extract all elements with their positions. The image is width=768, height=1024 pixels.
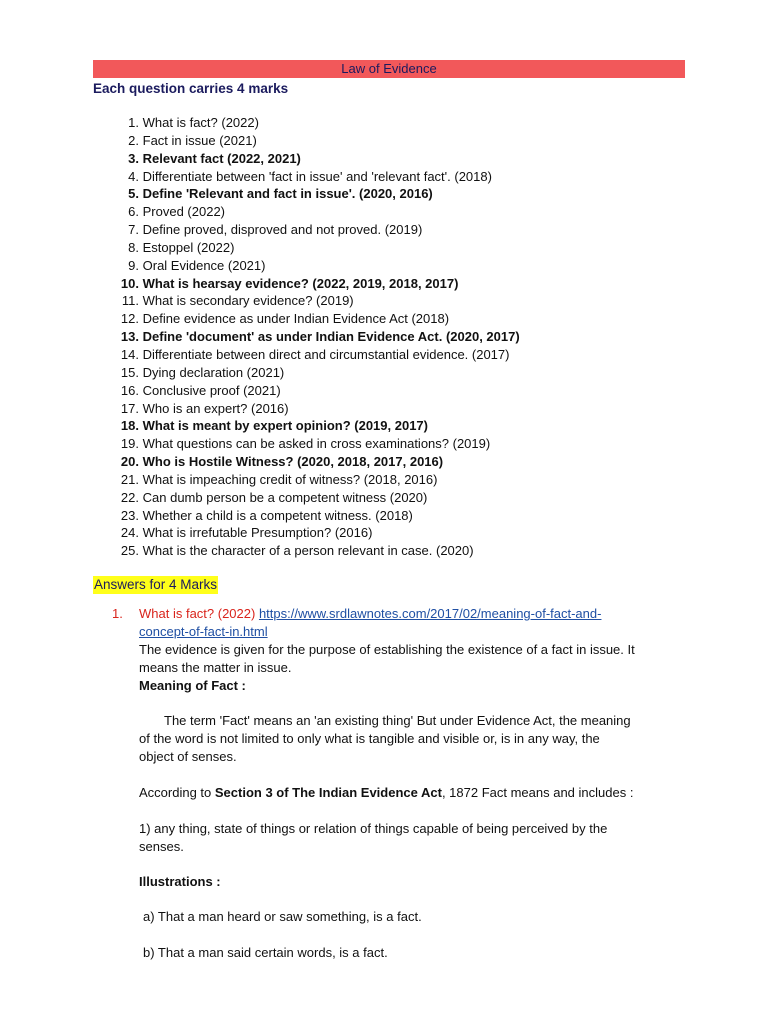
answer-number: 1.: [112, 606, 123, 621]
question-item: [112, 185, 520, 203]
question-text: What is fact? (2022): [142, 115, 259, 130]
question-item: [112, 524, 520, 542]
meaning-heading: Meaning of Fact :: [139, 678, 246, 693]
question-item: [112, 132, 520, 150]
question-item: [112, 168, 520, 186]
answer-question: What is fact? (2022): [139, 606, 256, 621]
according-prefix: According to: [139, 785, 215, 800]
question-text: Define 'document' as under Indian Evidence Act. (2020, 2017): [142, 329, 520, 345]
para-1-line-2: means the matter in issue.: [139, 660, 292, 675]
para-2-line-2: of the word is not limited to only what is tangible and visible or, is in any way, the: [139, 731, 600, 746]
question-text: What is secondary evidence? (2019): [142, 293, 354, 309]
question-number: 15.: [120, 364, 139, 380]
question-text: Estoppel (2022): [142, 239, 235, 255]
question-number: 16.: [120, 382, 139, 398]
according-section: Section 3 of The Indian Evidence Act: [214, 785, 442, 800]
question-item: [112, 275, 520, 293]
question-item: [112, 507, 520, 525]
question-text: Define 'Relevant and fact in issue'. (2020, 2016): [142, 186, 433, 202]
question-item: [112, 292, 520, 310]
question-text: Define proved, disproved and not proved. (2019): [142, 222, 423, 238]
question-item: [112, 453, 520, 471]
question-item: [112, 310, 520, 328]
question-text: Proved (2022): [142, 204, 226, 220]
question-number: 14.: [120, 346, 139, 362]
question-number: 6.: [128, 204, 139, 220]
point-1-line-2: senses.: [139, 839, 184, 854]
question-number: 20.: [120, 454, 139, 470]
question-text: Conclusive proof (2021): [142, 382, 281, 398]
answers-heading: Answers for 4 Marks: [94, 577, 218, 592]
question-number: 24.: [120, 525, 139, 541]
question-number: 12.: [120, 311, 139, 327]
question-text: Dying declaration (2021): [142, 364, 285, 380]
question-text: Differentiate between 'fact in issue' and 'relevant fact'. (2018): [142, 168, 492, 184]
question-item: [112, 382, 520, 400]
question-item: [112, 203, 520, 221]
question-item: [112, 328, 520, 346]
question-text: What is the character of a person relevant in case. (2020): [142, 543, 474, 559]
para-2-line-1: The term 'Fact' means an 'an existing thing' But under Evidence Act, the meaning: [164, 713, 631, 728]
question-item: [112, 346, 520, 364]
question-text: What is hearsay evidence? (2022, 2019, 2018, 2017): [142, 275, 459, 291]
question-number: 23.: [120, 507, 139, 523]
question-item: [112, 542, 520, 560]
question-item: [112, 471, 520, 489]
illustrations-heading: Illustrations :: [139, 874, 221, 889]
para-1-line-1: The evidence is given for the purpose of establishing the existence of a fact in issue. It: [139, 642, 635, 657]
question-text: What questions can be asked in cross examinations? (2019): [142, 436, 491, 452]
question-number: 17.: [120, 400, 139, 416]
question-item: [112, 364, 520, 382]
question-text: Oral Evidence (2021): [142, 257, 266, 273]
question-number: 2.: [128, 132, 139, 148]
question-number: 10.: [120, 275, 139, 291]
question-text: Relevant fact (2022, 2021): [142, 150, 301, 166]
question-text: What is irrefutable Presumption? (2016): [142, 525, 373, 541]
question-item: [112, 257, 520, 275]
question-number: 22.: [120, 489, 139, 505]
question-number: 5.: [128, 186, 139, 202]
question-number: 19.: [120, 436, 139, 452]
question-text: Who is an expert? (2016): [142, 400, 289, 416]
illustration-a: a) That a man heard or saw something, is a fact.: [143, 909, 422, 924]
question-text: What is impeaching credit of witness? (2018, 2016): [142, 471, 438, 487]
question-text: Define evidence as under Indian Evidence Act (2018): [142, 311, 450, 327]
question-item: [112, 489, 520, 507]
question-number: 4.: [128, 168, 139, 184]
question-number: 21.: [120, 471, 139, 487]
source-link-continued[interactable]: [139, 623, 691, 641]
question-text: Fact in issue (2021): [142, 132, 257, 148]
question-list: [112, 114, 520, 560]
question-number: 13.: [120, 329, 139, 345]
question-item: [112, 400, 520, 418]
question-number: 25.: [120, 543, 139, 559]
source-link[interactable]: https://www.srdlawnotes.com/2017/02/meaning-of-fact-and-: [258, 606, 602, 621]
point-1-line-1: 1) any thing, state of things or relation of things capable of being perceived by the: [139, 821, 608, 836]
marks-subtitle: Each question carries 4 marks: [93, 81, 289, 96]
question-item: [112, 150, 520, 168]
question-number: 11.: [121, 293, 139, 309]
answer-1-header: [112, 605, 702, 623]
question-item: [112, 114, 520, 132]
document-title: Law of Evidence: [93, 60, 685, 78]
question-text: Differentiate between direct and circumstantial evidence. (2017): [142, 346, 510, 362]
question-text: What is meant by expert opinion? (2019, 2017): [142, 418, 428, 434]
according-suffix: , 1872 Fact means and includes :: [441, 785, 634, 800]
question-number: 1.: [128, 115, 139, 130]
question-item: [112, 417, 520, 435]
question-number: 9.: [128, 257, 139, 273]
question-text: Who is Hostile Witness? (2020, 2018, 2017, 2016): [142, 454, 444, 470]
illustration-b: b) That a man said certain words, is a fact.: [143, 945, 388, 960]
question-number: 18.: [120, 418, 139, 434]
question-number: 7.: [128, 222, 139, 238]
question-item: [112, 239, 520, 257]
question-item: [112, 221, 520, 239]
question-number: 3.: [128, 150, 139, 166]
according-line: [139, 784, 691, 802]
source-link-line2[interactable]: concept-of-fact-in.html: [139, 624, 268, 639]
question-item: [112, 435, 520, 453]
question-text: Whether a child is a competent witness. (2018): [142, 507, 413, 523]
question-number: 8.: [128, 239, 139, 255]
question-text: Can dumb person be a competent witness (2020): [142, 489, 428, 505]
para-2-line-3: object of senses.: [139, 749, 237, 764]
